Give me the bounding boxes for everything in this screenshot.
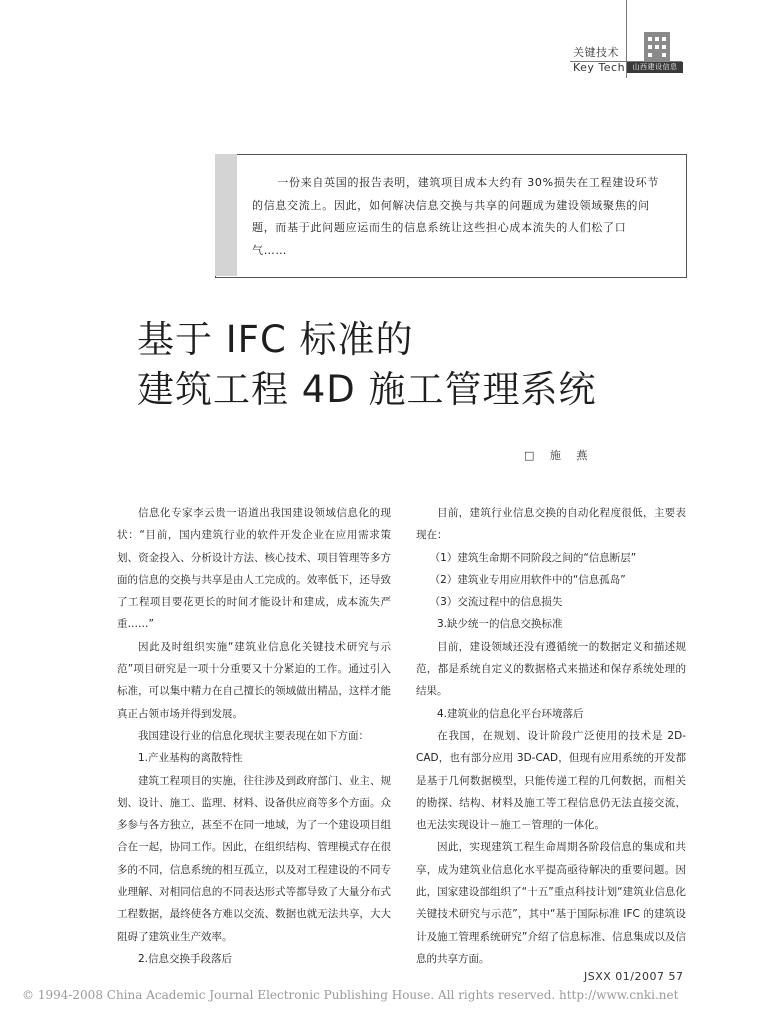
section-title-cn: 关键技术 [573, 46, 619, 59]
paragraph: 因此及时组织实施“建筑业信息化关键技术研究与示范”项目研究是一项十分重要又十分紧迫的工作。通过引入标准，可以集中精力在自己擅长的领域做出精品，这样才能真正占领市场并得到发展。 [117, 640, 391, 720]
section-heading: 4.建筑业的信息化平台环境落后 [437, 707, 584, 720]
copyright-notice: © 1994-2008 China Academic Journal Electronic Publishing House. All rights reserved. http://www.cnki.net [22, 988, 679, 1002]
title-line-2: 建筑工程 4D 施工管理系统 [137, 368, 597, 411]
journal-badge: 山西建设信息 [627, 62, 683, 73]
page-info: JSXX 01/2007 57 [584, 970, 684, 983]
paragraph: 目前，建筑行业信息交换的自动化程度很低，主要表现在： [416, 507, 686, 542]
right-column [416, 502, 686, 970]
list-item: （3）交流过程中的信息损失 [429, 596, 563, 609]
paragraph: 因此，实现建筑工程生命周期各阶段信息的集成和共享，成为建筑业信息化水平提高亟待解决的重要问题。因此，国家建设部组织了“十五”重点科技计划“建筑业信息化关键技术研究与示范”，其中“基于国际标准 IFC 的建筑设计及施工管理系统研究”介绍了信息标准、信息集成以及信息的共享方面。 [416, 841, 686, 965]
article-title [137, 315, 597, 415]
author: □ 施 燕 [524, 449, 594, 462]
section-heading: 2.信息交换手段落后 [138, 952, 233, 965]
section-title-en: Key Tech [573, 61, 626, 74]
list-item: （2）建筑业专用应用软件中的“信息孤岛” [429, 573, 626, 586]
paragraph: 在我国，在规划、设计阶段广泛使用的技术是 2D-CAD，也有部分应用 3D-CAD，但现有应用系统的开发都是基于几何数据模型，只能传递工程的几何数据，而相关的勘探、结构、材料及施工等工程信息仍无法直接交流，也无法实现设计－施工－管理的一体化。 [416, 729, 686, 832]
section-heading: 1.产业基构的离散特性 [138, 752, 243, 765]
left-column [117, 502, 391, 970]
list-item: （1）建筑生命期不同阶段之间的“信息断层” [429, 551, 637, 564]
paragraph: 我国建设行业的信息化现状主要表现在如下方面： [138, 729, 369, 742]
paragraph: 建筑工程项目的实施，往往涉及到政府部门、业主、规划、设计、施工、监理、材料、设备供应商等多个方面。众多参与各方独立，甚至不在同一地域，为了一个建设项目组合在一起，协同工作。因此，在组织结构、管理模式存在很多的不同，信息系统的相互孤立，以及对工程建设的不同专业理解、对相同信息的不同表达形式等都导致了大量分布式工程数据，最终使各方难以交流、数据也就无法共享，大大阻碍了建筑业生产效率。 [117, 774, 391, 943]
title-line-1: 基于 IFC 标准的 [137, 318, 414, 361]
abstract-stripe [215, 154, 237, 276]
paragraph: 信息化专家李云贵一语道出我国建设领域信息化的现状：“目前，国内建筑行业的软件开发企业在应用需求策划、资金投入、分析设计方法、核心技术、项目管理等多方面的信息的交换与共享是由人工完成的。效率低下，还导致了工程项目要花更长的时间才能设计和建成，成本流失严重……” [117, 507, 391, 631]
section-heading: 3.缺少统一的信息交换标准 [437, 618, 563, 631]
paragraph: 目前，建设领域还没有遵循统一的数据定义和描述规范，都是系统自定义的数据格式来描述和保存系统处理的结果。 [416, 640, 686, 698]
building-logo-icon [644, 32, 670, 62]
abstract-text: 一份来自英国的报告表明，建筑项目成本大约有 30%损失在工程建设环节的信息交流上。因此，如何解决信息交换与共享的问题成为建设领域聚焦的问题，而基于此问题应运而生的信息系统让这些担心成本流失的人们松了口气…… [252, 176, 660, 257]
